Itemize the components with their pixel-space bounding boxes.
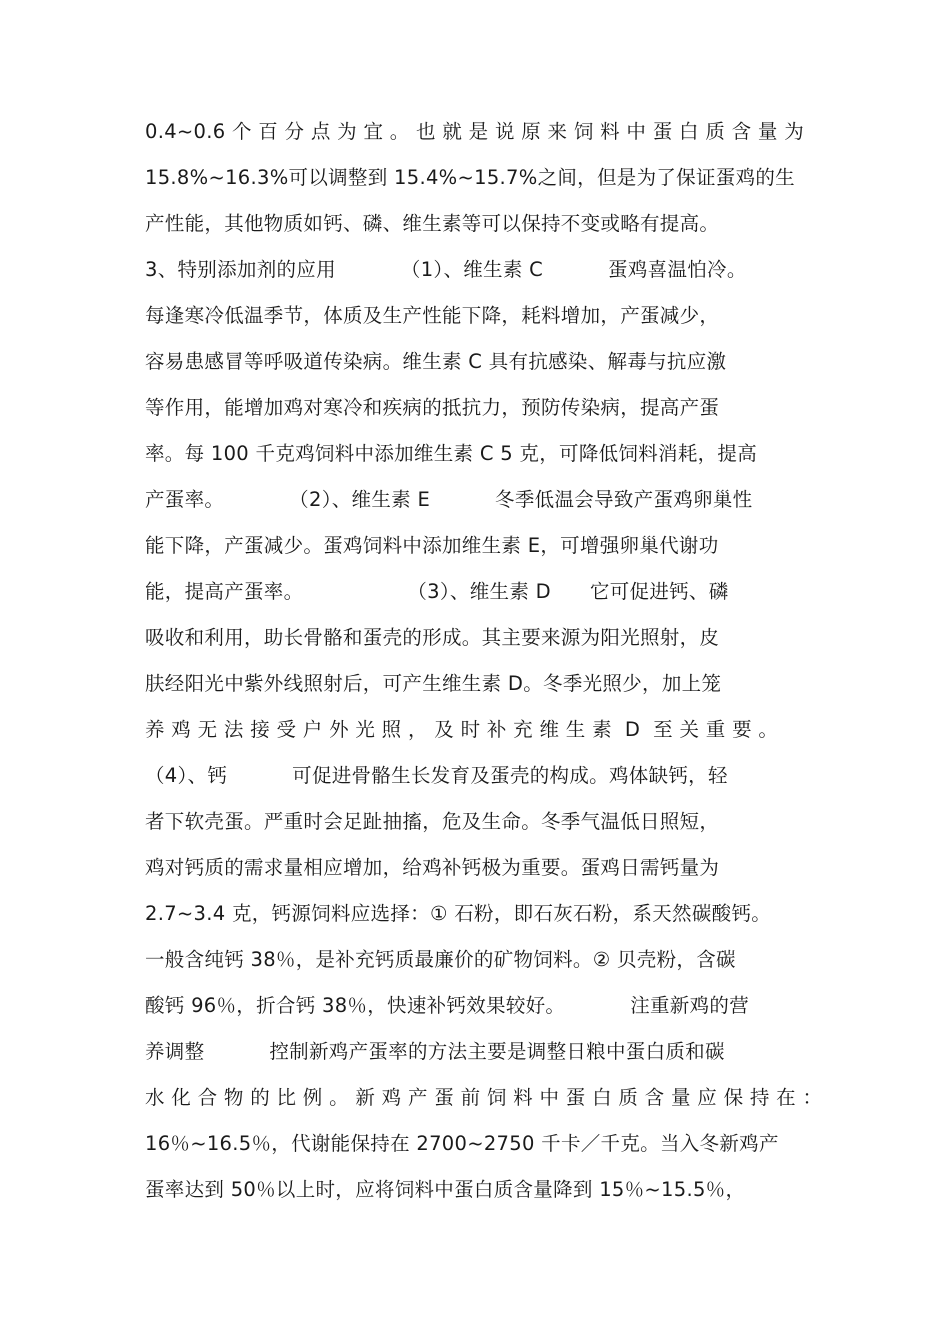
text-line: （4）、钙 可促进骨骼生长发育及蛋壳的构成。鸡体缺钙，轻 [145, 764, 728, 787]
text-line: 吸收和利用，助长骨骼和蛋壳的形成。其主要来源为阳光照射，皮 [145, 626, 720, 649]
text-line: 者下软壳蛋。严重时会足趾抽搐，危及生命。冬季气温低日照短， [145, 810, 720, 833]
text-line: 2.7~3.4 克，钙源饲料应选择：① 石粉，即石灰石粉，系天然碳酸钙。 [145, 902, 772, 925]
text-line: 等作用，能增加鸡对寒冷和疾病的抵抗力，预防传染病，提高产蛋 [145, 396, 720, 419]
text-line: 蛋率达到 50％以上时，应将饲料中蛋白质含量降到 15％~15.5％， [145, 1178, 746, 1201]
text-line: 产性能，其他物质如钙、磷、维生素等可以保持不变或略有提高。 [145, 212, 720, 235]
text-line: 能下降，产蛋减少。蛋鸡饲料中添加维生素 E，可增强卵巢代谢功 [145, 534, 719, 557]
text-line: 产蛋率。 （2）、维生素 E 冬季低温会导致产蛋鸡卵巢性 [145, 488, 753, 511]
text-line: 养 鸡 无 法 接 受 户 外 光 照 ， 及 时 补 充 维 生 素 D 至 关 重 要 。 [145, 718, 779, 741]
text-line: 率。每 100 千克鸡饲料中添加维生素 C 5 克，可降低饲料消耗，提高 [145, 442, 758, 465]
text-line: 养调整 控制新鸡产蛋率的方法主要是调整日粮中蛋白质和碳 [145, 1040, 725, 1063]
text-line: 16％~16.5％，代谢能保持在 2700~2750 千卡／千克。当入冬新鸡产 [145, 1132, 779, 1155]
text-line: 3、特别添加剂的应用 （1）、维生素 C 蛋鸡喜温怕冷。 [145, 258, 747, 281]
text-line: 酸钙 96％，折合钙 38％，快速补钙效果较好。 注重新鸡的营 [145, 994, 750, 1017]
text-line: 水 化 合 物 的 比 例 。 新 鸡 产 蛋 前 饲 料 中 蛋 白 质 含 量 应 保 持 在 ： [145, 1086, 823, 1109]
text-line: 一般含纯钙 38％，是补充钙质最廉价的矿物饲料。② 贝壳粉，含碳 [145, 948, 736, 971]
text-line: 鸡对钙质的需求量相应增加，给鸡补钙极为重要。蛋鸡日需钙量为 [145, 856, 720, 879]
text-line: 15.8%~16.3%可以调整到 15.4%~15.7%之间，但是为了保证蛋鸡的生 [145, 166, 795, 189]
text-line: 容易患感冒等呼吸道传染病。维生素 C 具有抗感染、解毒与抗应激 [145, 350, 727, 373]
text-line: 每逢寒冷低温季节，体质及生产性能下降，耗料增加，产蛋减少， [145, 304, 720, 327]
text-line: 0.4~0.6 个 百 分 点 为 宜 。 也 就 是 说 原 来 饲 料 中 蛋 白 质 含 量 为 [145, 120, 805, 143]
text-line: 能，提高产蛋率。 （3）、维生素 D 它可促进钙、磷 [145, 580, 729, 603]
text-line: 肤经阳光中紫外线照射后，可产生维生素 D。冬季光照少，加上笼 [145, 672, 722, 695]
